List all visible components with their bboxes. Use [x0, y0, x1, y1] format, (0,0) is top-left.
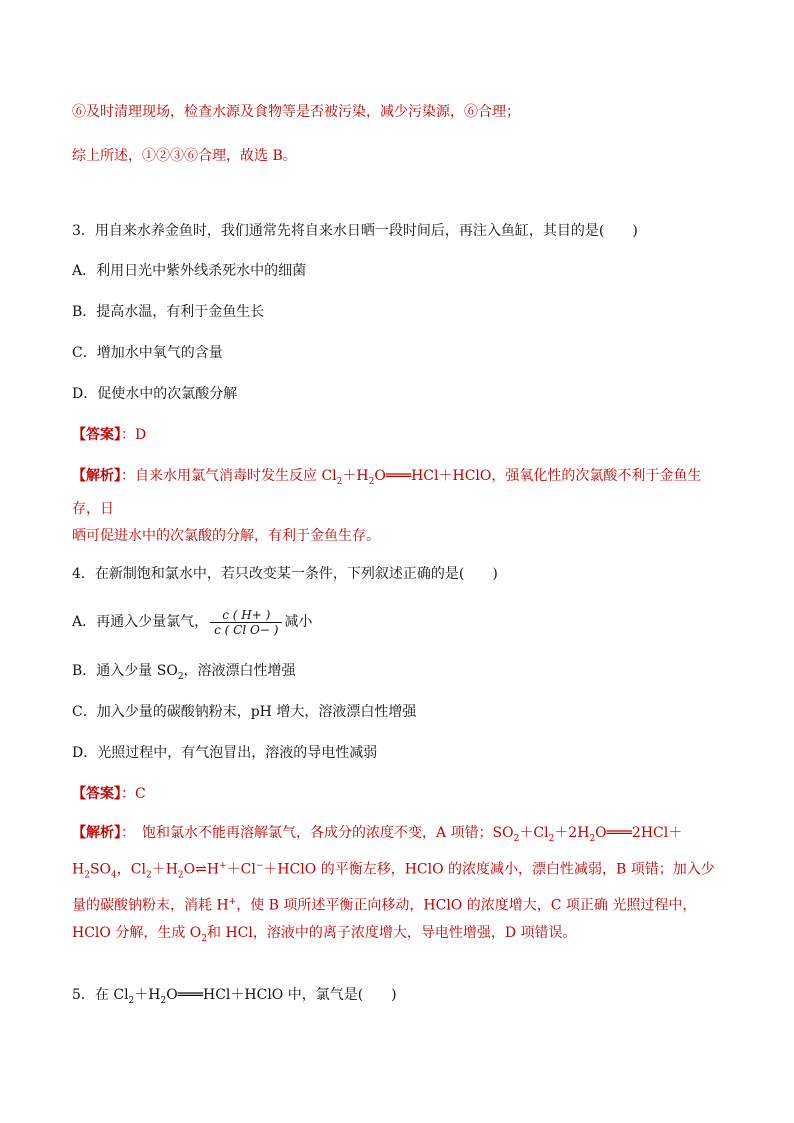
q5-stem	[72, 986, 397, 1010]
q4-answer-value: ：C	[121, 786, 146, 802]
fraction-denominator: c ( Cl O− )	[214, 622, 279, 637]
subscript: 2	[177, 671, 184, 682]
subscript: 4	[111, 870, 117, 881]
q5-stem-text: O═══HCl＋HClO 中，氯气是( )	[166, 987, 397, 1003]
q3-answer-value: ：D	[121, 427, 147, 443]
q3-analysis	[72, 463, 724, 550]
subscript: 2	[368, 476, 375, 487]
q5-stem-text: ＋H	[134, 987, 161, 1003]
q4-analysis-text: ，	[116, 861, 131, 878]
q4-analysis-text: ＋Cl	[519, 825, 549, 841]
q3-analysis-label: 【解析】	[72, 468, 121, 484]
q3-option-d: D．促使水中的次氯酸分解	[72, 386, 238, 402]
q4-analysis-text: 和 HCl，溶液中的离子浓度增大，导电性增强，D 项错误。	[207, 924, 577, 941]
q4-option-b	[72, 662, 296, 686]
concentration-ratio-fraction	[210, 608, 282, 637]
subscript: 2	[201, 933, 207, 944]
q3-option-c: C．增加水中氧气的含量	[72, 345, 223, 361]
subscript: 2	[548, 833, 555, 844]
subscript: 2	[336, 476, 343, 487]
q4-analysis	[72, 820, 724, 953]
q3-analysis-text: O═══HCl＋HClO，强氧化性的次氯酸不利于金鱼生存，日	[72, 468, 702, 517]
prev-analysis-line-2: 综上所述，①②③⑥合理，故选 B。	[72, 148, 297, 164]
q3-option-b: B．提高水温，有利于金鱼生长	[72, 304, 265, 320]
q3-answer-label: 【答案】	[72, 427, 121, 443]
subscript: 2	[589, 833, 596, 844]
q4-option-b-text: B．通入少量 SO	[72, 663, 178, 679]
q5-stem-text: 5．在 Cl	[72, 987, 129, 1003]
q4-stem: 4．在新制饱和氯水中，若只改变某一条件，下列叙述正确的是( )	[72, 566, 498, 582]
q4-analysis-text: Cl	[130, 861, 146, 878]
q3-stem: 3．用自来水养金鱼时，我们通常先将自来水日晒一段时间后，再注入鱼缸，其目的是( )	[72, 223, 638, 239]
q4-analysis-text: ＋HClO 的平衡左移，HClO 的浓度减小，漂白性减弱，B 项错；加入少量的碳酸钠粉末，消耗 H	[72, 861, 715, 914]
superscript: +	[228, 897, 237, 908]
q3-analysis-text: ＋H	[342, 468, 369, 484]
q4-answer	[72, 785, 146, 803]
q4-analysis-text: O═══2HCl＋H	[72, 825, 683, 878]
fraction-numerator: c ( H+ )	[210, 608, 282, 623]
subscript: 2	[177, 870, 184, 881]
q4-answer-label: 【答案】	[72, 786, 121, 802]
prev-analysis-line-1: ⑥及时清理现场，检查水源及食物等是否被污染，减少污染源，⑥合理；	[72, 104, 520, 120]
q4-option-a-text: A．再通入少量氯气，	[72, 614, 209, 630]
q4-analysis-label: 【解析】	[72, 825, 121, 841]
q4-option-a-text: 减小	[284, 614, 313, 630]
q4-option-c: C．加入少量的碳酸钠粉末，pH 增大，溶液漂白性增强	[72, 704, 417, 720]
q3-analysis-text: ：自来水用氯气消毒时发生反应 Cl	[121, 468, 337, 484]
q4-analysis-text: ： 饱和氯水不能再溶解氯气，各成分的浓度不变，A 项错；SO	[121, 825, 514, 841]
q4-option-d: D．光照过程中，有气泡冒出，溶液的导电性减弱	[72, 745, 378, 761]
q4-analysis-text: ，使 B 项所述平衡正向移动，HClO 的浓度增大，C 项正确 光照过程中，HClO 分解，生成 O	[72, 897, 697, 941]
q4-analysis-text: SO	[89, 861, 112, 878]
superscript: −	[255, 860, 264, 871]
subscript: 2	[160, 995, 167, 1006]
superscript: +	[219, 860, 227, 871]
q4-analysis-text: ＋H	[151, 861, 178, 878]
q4-analysis-text: ⇌H	[195, 861, 220, 878]
subscript: 2	[513, 833, 520, 844]
q4-option-a	[72, 603, 312, 641]
q3-option-a: A．利用日光中紫外线杀死水中的细菌	[72, 263, 307, 279]
q3-answer	[72, 426, 146, 444]
subscript: 2	[145, 870, 152, 881]
q4-option-b-text: ，溶液漂白性增强	[183, 663, 296, 679]
q4-analysis-text: O	[183, 861, 196, 878]
q4-analysis-text: ＋Cl	[226, 861, 256, 878]
q4-analysis-text: ＋2H	[554, 825, 590, 841]
subscript: 2	[84, 870, 90, 881]
q3-analysis-text: 晒可促进水中的次氯酸的分解，有利于金鱼生存。	[72, 527, 380, 544]
subscript: 2	[128, 995, 135, 1006]
